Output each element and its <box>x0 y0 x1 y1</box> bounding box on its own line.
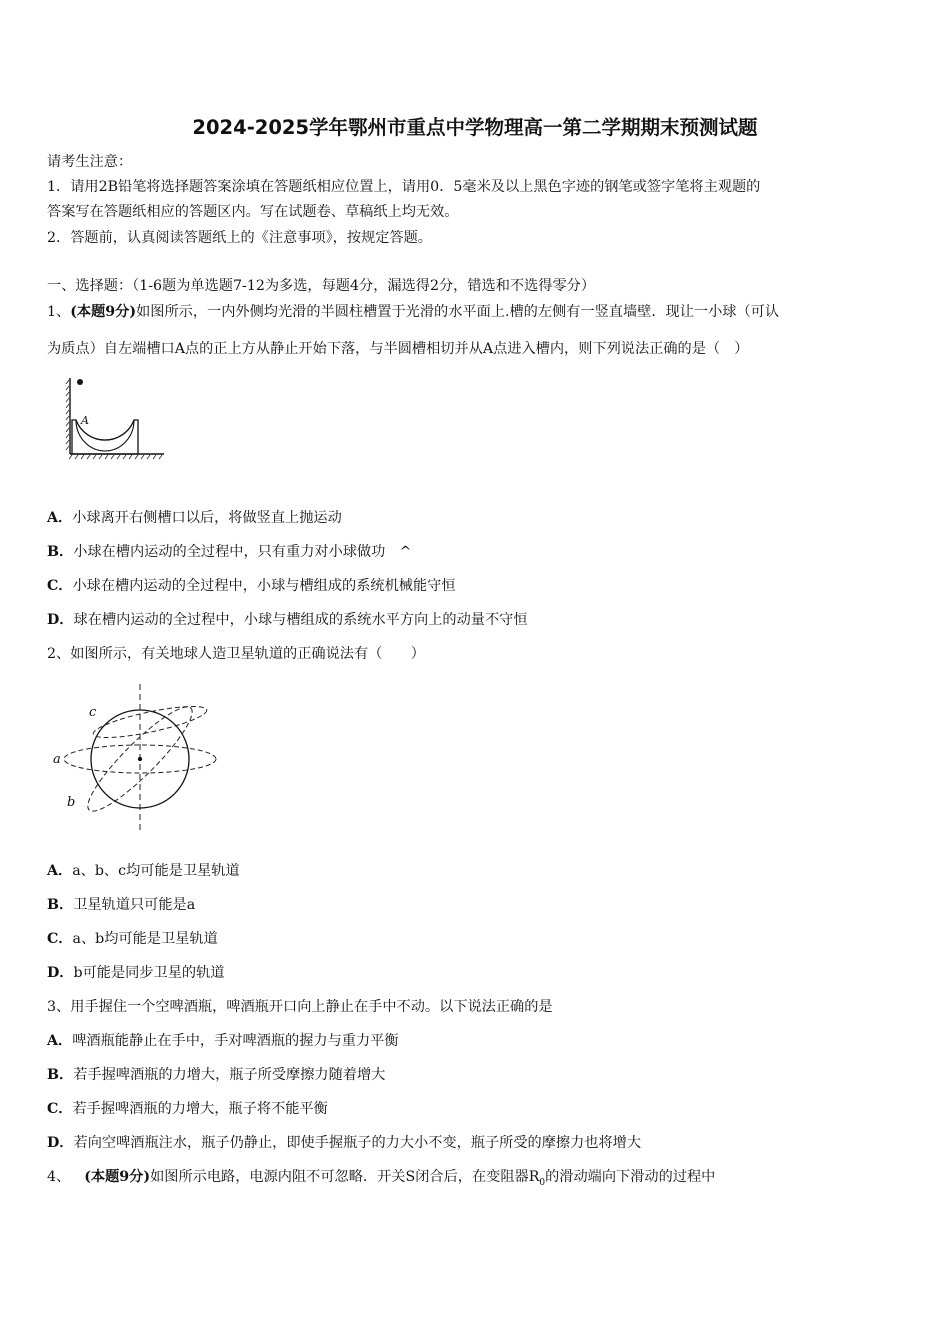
q2-figure-satellite-orbits <box>50 682 225 834</box>
q3-option-c: C．若手握啤酒瓶的力增大，瓶子将不能平衡 <box>47 1101 328 1117</box>
q2-option-a: A．a、b、c均可能是卫星轨道 <box>47 863 240 879</box>
q1-option-a: A．小球离开右侧槽口以后，将做竖直上抛运动 <box>47 510 342 526</box>
q1-option-b: B．小球在槽内运动的全过程中，只有重力对小球做功 ^ <box>47 544 412 560</box>
q2-option-c: C．a、b均可能是卫星轨道 <box>47 931 218 947</box>
q1-point-label: A <box>81 414 89 427</box>
q4-text <box>47 1167 917 1193</box>
q1-text-line1: 如图所示，一内外侧均光滑的半圆柱槽置于光滑的水平面上.槽的左侧有一竖直墙壁．现让一小球（可认 <box>136 304 780 320</box>
q2-option-b: B．卫星轨道只可能是a <box>47 897 196 913</box>
q2-label-b: b <box>67 795 76 810</box>
q1-line2: 为质点）自左端槽口A点的正上方从静止开始下落，与半圆槽相切并从A点进入槽内，则下列说法正确的是（ ） <box>47 341 749 357</box>
notice-item1-line2: 答案写在答题纸相应的答题区内。写在试题卷、草稿纸上均无效。 <box>47 204 459 220</box>
q3-option-a: A．啤酒瓶能静止在手中，手对啤酒瓶的握力与重力平衡 <box>47 1033 399 1049</box>
q1-wall-hatch <box>66 380 69 450</box>
q2-label-c: c <box>89 705 97 720</box>
q2-label-a: a <box>53 752 61 767</box>
q1-line1 <box>47 302 917 322</box>
q2-option-d: D．b可能是同步卫星的轨道 <box>47 965 225 981</box>
q1-number: 1、 <box>47 304 71 320</box>
q1-option-d: D．球在槽内运动的全过程中，小球与槽组成的系统水平方向上的动量不守恒 <box>47 612 528 628</box>
q3-option-b: B．若手握啤酒瓶的力增大，瓶子所受摩擦力随着增大 <box>47 1067 386 1083</box>
q4-text-main: 如图所示电路，电源内阻不可忽略．开关S闭合后，在变阻器R <box>150 1169 540 1185</box>
exam-title: 2024-2025学年鄂州市重点中学物理高一第二学期期末预测试题 <box>192 116 758 139</box>
notice-item1-line1: 1．请用2B铅笔将选择题答案涂填在答题纸相应位置上，请用0．5毫米及以上黑色字迹的钢笔或签字笔将主观题的 <box>47 179 761 195</box>
q2-earth-center <box>138 757 142 761</box>
q3-option-d: D．若向空啤酒瓶注水，瓶子仍静止，即使手握瓶子的力大小不变，瓶子所受的摩擦力也将增大 <box>47 1135 642 1151</box>
q4-subscript: 0 <box>539 1177 546 1188</box>
q4-text-end: 的滑动端向下滑动的过程中 <box>545 1169 716 1185</box>
q1-ground-hatch <box>69 455 162 459</box>
q4-score: (本题9分) <box>84 1169 151 1185</box>
q1-ball <box>77 379 83 385</box>
q1-score: (本题9分) <box>70 304 137 320</box>
q1-option-c: C．小球在槽内运动的全过程中，小球与槽组成的系统机械能守恒 <box>47 578 456 594</box>
notice-item2: 2．答题前，认真阅读答题纸上的《注意事项》，按规定答题。 <box>47 230 432 246</box>
q1-figure-semicircle-groove <box>60 372 170 464</box>
q4-number: 4、 <box>47 1169 71 1185</box>
q2-text: 2、如图所示，有关地球人造卫星轨道的正确说法有（ ） <box>47 646 425 662</box>
notice-heading: 请考生注意： <box>47 154 133 170</box>
section1-heading: 一、选择题：（1-6题为单选题7-12为多选，每题4分，漏选得2分，错选和不选得零分） <box>47 278 596 294</box>
q3-text: 3、用手握住一个空啤酒瓶，啤酒瓶开口向上静止在手中不动。以下说法正确的是 <box>47 999 553 1015</box>
